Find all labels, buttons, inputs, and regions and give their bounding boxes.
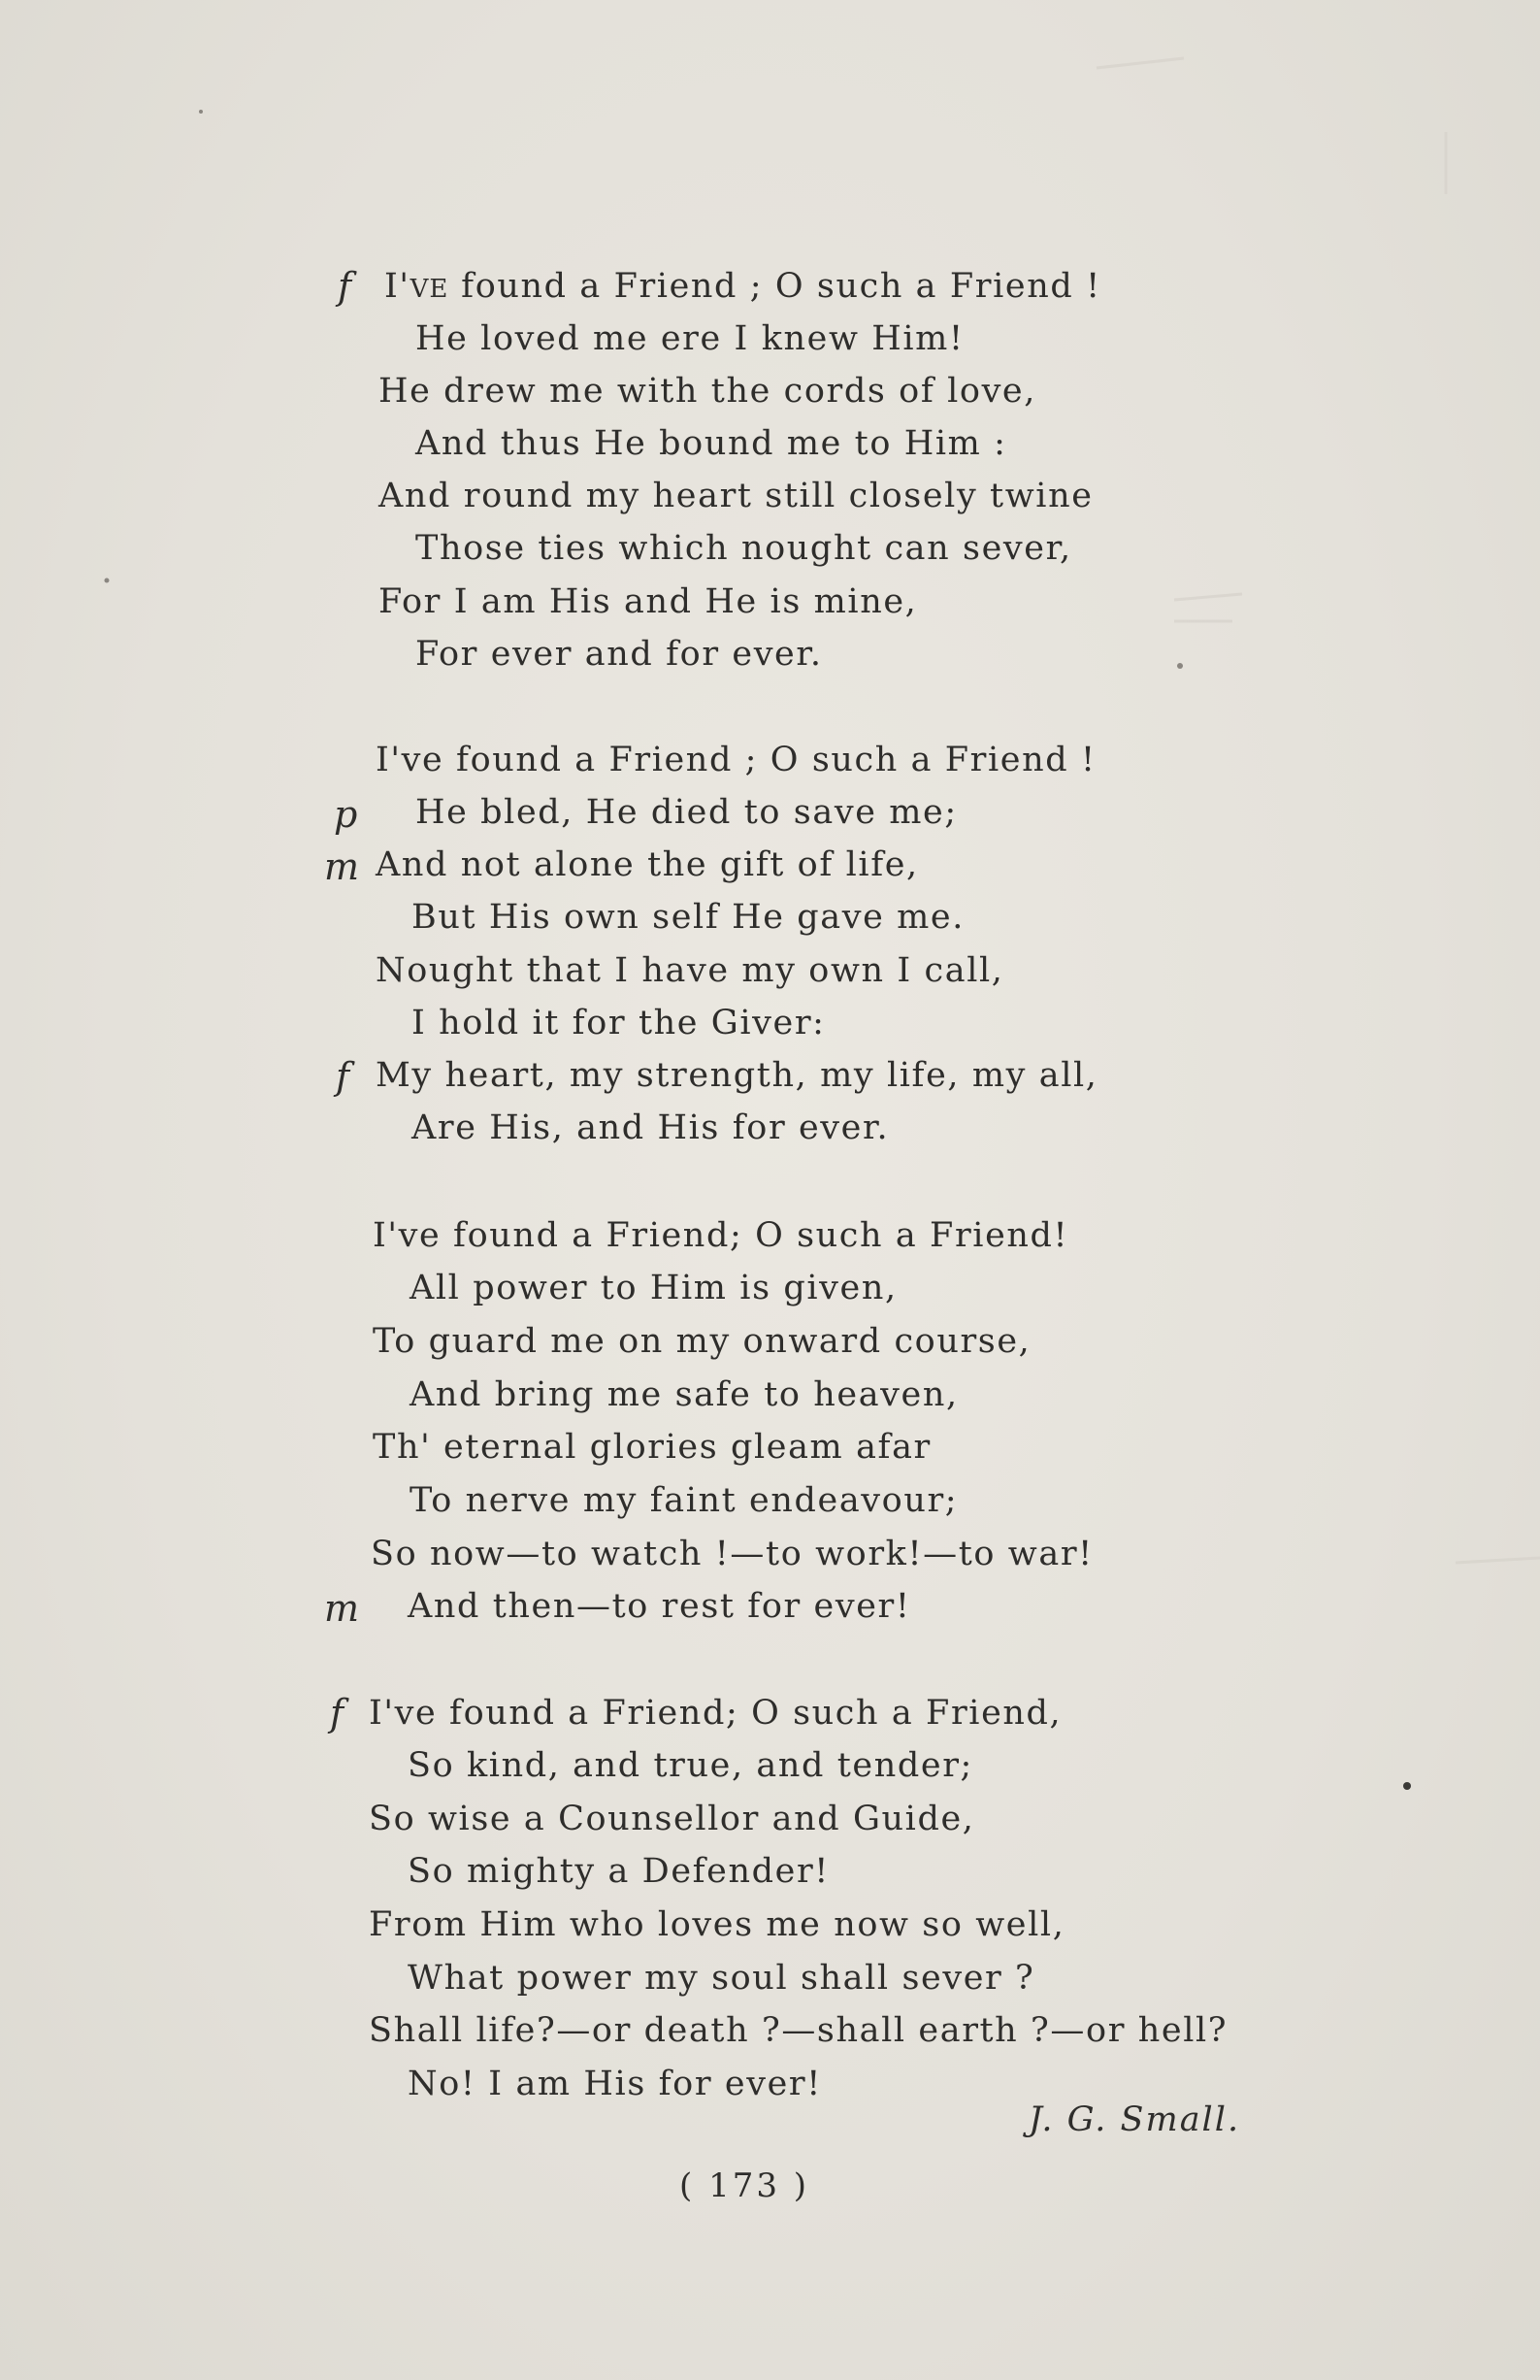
poem-line: What power my soul shall sever ?: [408, 1959, 1035, 1998]
poem-line: So mighty a Defender!: [408, 1852, 830, 1891]
poem-line: Those ties which nought can sever,: [415, 529, 1072, 568]
dynamic-mark: f: [336, 1055, 350, 1098]
poem-line: I've found a Friend; O such a Friend,: [369, 1694, 1063, 1733]
poem-line: I've found a Friend ; O such a Friend !: [376, 741, 1097, 779]
poem-line: But His own self He gave me.: [411, 898, 965, 937]
dynamic-mark: f: [330, 1692, 344, 1735]
poem-line: To nerve my faint endeavour;: [410, 1481, 959, 1520]
poem-line: And then—to rest for ever!: [408, 1587, 911, 1626]
poem-line: And bring me safe to heaven,: [410, 1375, 959, 1414]
poem-line: So wise a Counsellor and Guide,: [369, 1800, 975, 1838]
poem-line: He bled, He died to save me;: [415, 793, 958, 832]
poem-line: I hold it for the Giver:: [411, 1004, 826, 1042]
poem-line: My heart, my strength, my life, my all,: [376, 1056, 1098, 1095]
poem-line: Th' eternal glories gleam afar: [373, 1428, 932, 1467]
poem-line: For ever and for ever.: [415, 635, 823, 674]
poem-line: So kind, and true, and tender;: [408, 1746, 973, 1785]
poem-line: Shall life?—or death ?—shall earth ?—or hell?: [369, 2011, 1229, 2050]
poem-line: And not alone the gift of life,: [376, 845, 919, 884]
poem-line: Are His, and His for ever.: [411, 1108, 890, 1147]
poem-line: And round my heart still closely twine: [378, 477, 1094, 515]
poem-line: And thus He bound me to Him :: [415, 424, 1007, 463]
dynamic-mark: m: [324, 845, 360, 888]
poem-line: He loved me ere I knew Him!: [415, 319, 965, 358]
dynamic-mark: f: [338, 265, 352, 308]
author-attribution: J. G. Small.: [1029, 2100, 1241, 2139]
poem-line: From Him who loves me now so well,: [369, 1905, 1065, 1944]
poem-line: I've found a Friend; O such a Friend!: [373, 1216, 1069, 1255]
poem-line: He drew me with the cords of love,: [378, 372, 1036, 411]
poem-line: Nought that I have my own I call,: [376, 951, 1004, 990]
dynamic-mark: p: [334, 793, 358, 836]
poem-line: To guard me on my onward course,: [373, 1322, 1032, 1361]
poem-line: So now—to watch !—to work!—to war!: [371, 1535, 1094, 1573]
dynamic-mark: m: [324, 1587, 360, 1630]
poem-line: I'VE found a Friend ; O such a Friend !: [384, 267, 1101, 306]
poem-line: For I am His and He is mine,: [378, 582, 918, 621]
poem-line: All power to Him is given,: [410, 1269, 898, 1307]
poem-line: No! I am His for ever!: [408, 2065, 822, 2103]
page-number: ( 173 ): [679, 2166, 810, 2205]
